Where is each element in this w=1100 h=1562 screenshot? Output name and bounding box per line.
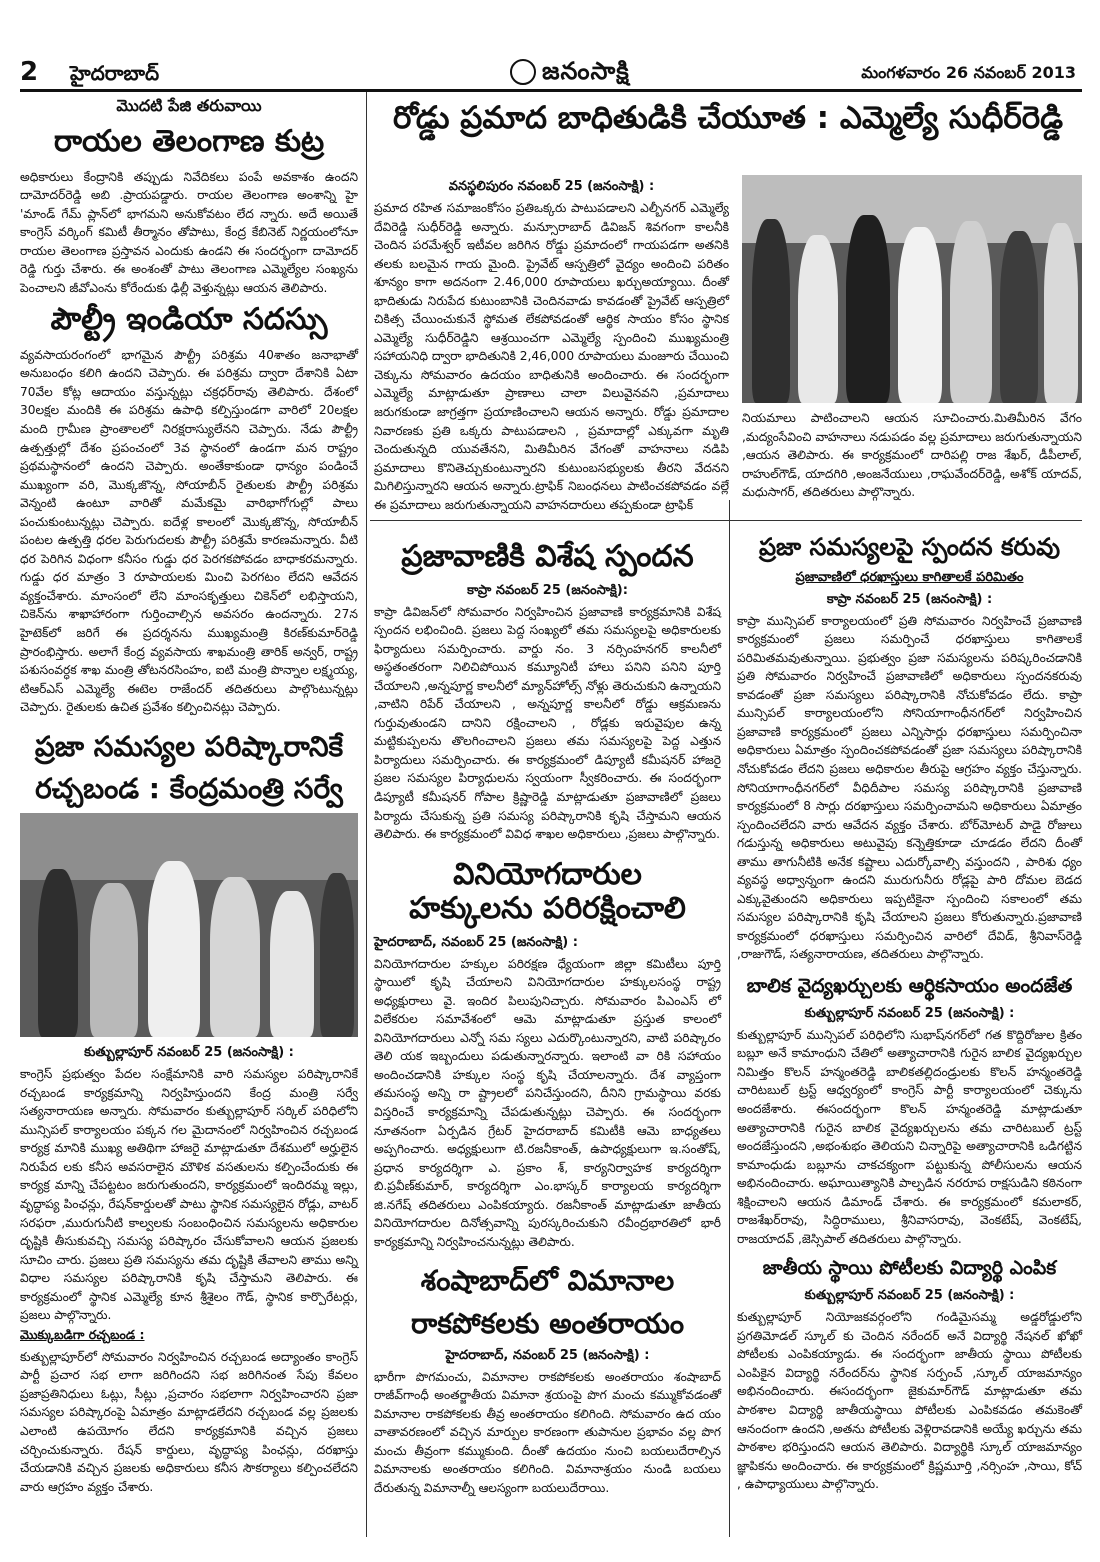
continued-kicker: మొదటి పేజి తరువాయి (116, 96, 262, 115)
story-body: కుత్బుల్లాపూర్ నియోజకవర్గంలోని గండిమైసమ్మ అడ్డరోడ్డులోని ప్రగతిమోడల్ స్కూల్ కు చెందిన నరేందర్ అనే విద్యార్థి నేషనల్ ఖోఖో పోటీలకు ఎంపికయ్యాడు. ఈ సందర్భంగా జాతీయ స్థాయి పోటీలకు ఎంపికైన విద్యార్థి నరేందర్‌ను స్థానిక సర్పంచ్ ,స్కూల్ యాజమాన్యం అభినందించారు. ఈసందర్భంగా జైకుమార్‌గౌడ్ మాట్లాడుతూ తమ పాఠశాల విద్యార్థి జాతీయస్థాయి పోటీలకు ఎంపికవడం తమకెంతో ఆనందంగా ఉందని ,అతను పోటీలకు వెళ్లిరావడానికి అయ్యే ఖర్చును తమ పాఠశాల భరిస్తుందని ఆయన తెలిపారు. విద్యార్థికి స్కూల్ యాజమాన్యం జ్ఞాపికను అందించారు. ఈ కార్యక్రమంలో క్రిష్ణమూర్తి ,నర్సింహ ,సాయి, కోచ్ , ఉపాధ్యాయులు పాల్గొన్నారు. (737, 1310, 1082, 1492)
photo-figure (270, 891, 314, 1037)
story-headline: రాయల తెలంగాణ కుట్ర (53, 124, 325, 159)
headline-line: హక్కులను పరిరక్షించాలి (409, 891, 686, 927)
masthead (20, 55, 1082, 92)
story-body: కుత్బుల్లాపూర్ మున్సిపల్ పరిధిలోని సుభాష్‌నగర్‌లో గత కొద్దిరోజుల క్రితం బబ్లూ అనే కామాంధుని చేతిలో అత్యాచారానికి గురైన బాలిక వైద్యఖర్చుల నిమిత్తం కొలన్ హన్మంతరెడ్డి బాలికతల్లిదండ్రులకు కొలన్ హన్మంతరెడ్డి చారిటబుల్ ట్రస్ట్ ఆధ్వర్యంలో కాంగ్రెస్ పార్టీ కార్యాలయంలో చెక్కును అందజేశారు. ఈసందర్భంగా కొలన్ హన్మంతరెడ్డి మాట్లాడుతూ అత్యాచారానికి గురైన బాలిక వైద్యఖర్చులను తమ చారిటబుల్ ట్రస్ట్ అందజేస్తుందని ,అభంశుభం తెలియని చిన్నారిపై అత్యాచారానికి ఒడిగట్టిన కామాంధుడు బబ్లూను చాకచక్యంగా పట్టుకున్న పోలీసులను ఆయన అభినందించారు. అఘాయిత్యానికి పాల్పడిన నరరూప రాక్షసుడిని కఠినంగా శిక్షించాలని ఆయన డిమాండ్ చేశారు. ఈ కార్యక్రమంలో కమలాకర్, రాజశేఖర్‌రావు, సిద్ధిరాములు, శ్రీనివాసరావు, వెంకటేష్, వెంకటేష్, రాజయాదవ్ ,జెస్సిపాల్ తదితరులు పాల్గొన్నారు. (737, 1027, 1082, 1246)
photo-figure (846, 215, 890, 403)
story-subtitle: ప్రజావాణిలో ధరఖాస్తులు కాగితాలకే పరిమితం (795, 569, 1024, 585)
photo-figure (320, 873, 354, 1037)
story-body: ప్రమాద రహిత సమాజంకోసం ప్రతిఒక్కరు పాటుపడాలని ఎల్బీనగర్ ఎమ్మెల్యే దేవిరెడ్డి సుధీర్‌రెడ్డి అన్నారు. మన్సూరాబాద్ డివిజన్ శివగంగా కాలనీకి చెందిన పరమేశ్వర్ ఇటీవల జరిగిన రోడ్డు ప్రమాదంలో గాయపడగా అతనికి తలకు బలమైన గాయ మైంది. ప్రైవేట్ ఆస్పత్రిలో వైద్యం అందించి పరితం శూన్యం కాగా అదనంగా 2.46,000 రూపాయలు ఖర్చుఅయ్యాయి. దీంతో భాదితుడు నిరుపేద కుటుంబానికి చెందినవాడు కావడంతో ప్రైవేట్ ఆస్పత్రిలో చికిత్స చేయించుకునే స్థోమత లేకపోవడంతో ఆర్థిక సాయం కోసం స్థానిక ఎమ్మెల్యే సుధీర్‌రెడ్డిని ఆశ్రయించగా ఎమ్మెల్యే స్పందించి ముఖ్యమంత్రి సహాయనిధి ద్వారా భాదితునికి 2,46,000 రూపాయలు మంజూరు చేయించి చెక్కును సోమవారం ఉదయం బాధితునికి అందించారు. ఈ సందర్భంగా ఎమ్మెల్యే మాట్లాడుతూ ప్రాణాలు చాలా విలువైనవని ,ప్రమాదాలు జరుగకుండా జాగ్రత్తగా ప్రయాణించాలని ఆయన అన్నారు. రోడ్డు ప్రమాదాల నివారణకు ప్రతి ఒక్కరు పాటుపడాలని , ప్రమాదాల్లో ఎక్కువగా మృతి చెందుతున్నది యువతేనని, మితిమీరిన వేగంతో వాహనాలు నడిపి ప్రమాదాలు కొనితెచ్చుకుంటున్నారని కుటుంబసభ్యులకు తీరని వేదనని మిగిలిస్తున్నారని ఆయన అన్నారు.ట్రాఫిక్ నిబంధనలు పాటించకపోవడం వల్లే ఈ ప్రమాదాలు జరుగుతున్నాయని వాహనదారులు తప్పకుండా ట్రాఫిక్ (374, 201, 729, 512)
column-right (737, 528, 1082, 1562)
dateline: హైదరాబాద్, నవంబర్ 25 (జనంసాక్షి) : (374, 934, 578, 950)
column-rule (366, 92, 367, 1537)
photo-figure (148, 861, 200, 1037)
photo-figure (898, 227, 942, 403)
story-headline: ప్రజా సమస్యలపై స్పందన కరువు (758, 533, 1061, 561)
top-story (374, 95, 1082, 515)
photo-figure (950, 221, 992, 403)
logo-emblem-icon (510, 59, 536, 85)
story-body: వినియోగదారుల హక్కుల పరిరక్షణ ధ్యేయంగా జిల్లా కమిటీలు పూర్తి స్థాయిలో కృషి చేయాలని వినియోగదారుల హక్కులసంస్థ రాష్ట్ర అధ్యక్షురాలు వై. ఇందిర పిలుపునిచ్చారు. సోమవారం పిఎంఎస్ లో విలేకరుల సమావేశంలో ఆమె మాట్లాడుతూ ప్రస్తుత కాలంలో వినియోగదారులు ఎన్నో సమ స్యలు ఎదుర్కొంటున్నారని, వాటి పరిష్కారం తెలి యక ఇబ్బందులు పడుతున్నారన్నారు. ఇలాంటి వా రికి సహాయం అందించడానికి హక్కుల సంస్థ కృషి చేయాలన్నారు. దేశ వ్యాప్తంగా తమసంస్థ అన్ని రా ష్ట్రాలలో పనిచేస్తుందని, దీనిని గ్రామస్థాయి వరకు విస్తరించే కార్యక్రమాన్ని చేపడుతున్నట్లు చెప్పారు. ఈ సందర్భంగా నూతనంగా ఏర్పడిన గ్రేటర్ హైదరాబాద్ కమిటీకి ఆమె బాధ్యతలు అప్పగించారు. అధ్యక్షులుగా టి.రజనీకాంత్, ఉపాధ్యక్షులుగా ఇ.సంతోష్, ప్రధాన కార్యదర్శిగా ఎ. ప్రకాం శ్, కార్యనిర్వాహక కార్యదర్శిగా బి.ప్రవీణ్‌కుమార్, కార్యదర్శిగా ఎం.భాస్కర్ కార్యాలయ కార్యదర్శిగా జి.నగేష్ తదితరులు ఎంపికయ్యారు. రజనీకాంత్ మాట్లాడుతూ జాతీయ వినియోగదారుల దినోత్సవాన్ని పురస్కరించుకుని రవీంద్రభారతిలో భారీ కార్యక్రమాన్ని నిర్వహించనున్నట్లు తెలిపారు. (374, 956, 721, 1249)
headline-line: శంషాబాద్‌లో విమానాల (420, 1264, 675, 1298)
story-subhead: మొక్కుబడిగా రచ్చబండ : (20, 1326, 145, 1342)
photo-figure (1000, 231, 1038, 403)
dateline: హైదరాబాద్, నవంబర్ 25 (జనంసాక్షి) : (445, 1347, 650, 1363)
section-city: హైదరాబాద్ (70, 61, 160, 85)
story-headline (374, 1265, 721, 1339)
dateline: వనస్థలిపురం నవంబర్ 25 (జనంసాక్షి) : (448, 179, 655, 194)
dateline: కుత్బుల్లాపూర్ నవంబర్ 25 (జనంసాక్షి) : (804, 1288, 1015, 1304)
column-left (20, 92, 358, 1562)
photo-figure (210, 877, 260, 1037)
photo-figure (752, 219, 790, 403)
story-headline: పౌల్ట్రీ ఇండియా సదస్సు (50, 302, 328, 338)
headline-line: వినియోగదారుల (453, 856, 642, 892)
column-rule (729, 500, 730, 1537)
cheque-handover-photo (742, 175, 1082, 403)
story-headline: జాతీయ స్థాయి పోటీలకు విద్యార్థి ఎంపిక (762, 1257, 1057, 1280)
dateline: కుత్బుల్లాపూర్ నవంబర్ 25 (జనంసాక్షి) : (804, 1005, 1015, 1021)
photo-figure (90, 883, 138, 1037)
dateline: కాప్రా నవంబర్ 25 (జనంసాక్షి): (467, 582, 628, 598)
rachabanda-photo (20, 813, 358, 1037)
page-number: 2 (20, 57, 39, 87)
story-body: కాంగ్రెస్ ప్రభుత్వం పేదల సంక్షేమానికి వారి సమస్యల పరిష్కారానికే రచ్చబండ కార్యక్రమాన్ని నిర్వహిస్తుందని కేంద్ర మంత్రి సర్వే సత్యనారాయణ అన్నారు. సోమవారం కుత్బుల్లాపూర్ సర్కిల్ పరిధిలోని మున్సిపల్ కార్యాలయం పక్కన గల మైదానంలో నిర్వహించిన రచ్చబండ కార్యక్ర మానికి ముఖ్య అతిథిగా హాజరై మాట్లాడుతూ దేశములో అర్హులైన నిరుపేద లకు కనీస అవసరాలైన మౌళిక వసతులను కల్పించేందుకు ఈ కార్యక్ర మాన్ని చేపట్టటం జరుగుతుందని, కార్యక్రమంలో ఇందిరమ్మ ఇల్లు, వృద్ధాప్య పింఛన్లు, రేషన్‌కార్డులతో పాటు స్థానిక సమస్యలైన రోడ్లు, వాటర్ సరఫరా ,మురుగునీటి కాల్వలకు సంబంధించిన సమస్యలను అధికారుల దృష్టికి తీసుకువచ్చి సమస్య పరిష్కారం చేసుకోవాలని ఆయన ప్రజలకు సూచిం చారు. ప్రజలు ప్రతి సమస్యను తమ దృష్టికి తేవాలని తాము అన్ని విధాల సమస్యల పరిష్కారానికి కృషి చేస్తామని తెలిపారు. ఈ కార్యక్రమంలో స్థానిక ఎమ్మెల్యే కూన శ్రీశైలం గౌడ్, స్థానిక కార్పొరేటర్లు, ప్రజలు పాల్గొన్నారు. (20, 1067, 358, 1323)
story-headline: బాలిక వైద్యఖర్చులకు ఆర్థికసాయం అందజేత (746, 974, 1073, 997)
headline-line: ప్రజా సమస్యల పరిష్కారానికే (34, 729, 344, 763)
photo-figure (798, 235, 838, 403)
column-middle (374, 528, 721, 1562)
headline-line: రచ్చబండ : కేంద్రమంత్రి సర్వే (35, 771, 343, 805)
issue-date: మంగళవారం 26 నవంబర్ 2013 (861, 63, 1076, 82)
story-body: వ్యవసాయరంగంలో భాగమైన పౌల్ట్రీ పరిశ్రమ 40శాతం జనాభాతో అనుబంధం కలిగి ఉందని చెప్పారు. ఈ పరిశ్రమ ద్వారా దేశానికి ఏటా 70వేల కోట్ల ఆదాయం వస్తున్నట్లు చక్రధర్‌రావు తెలిపారు. దేశంలో 30లక్షల మందికి ఈ పరిశ్రమ ఉపాధి కల్పిస్తుండగా వారిలో 20లక్షల మంది గ్రామీణ ప్రాంతాలలో నిరక్షరాస్యులేనని చెప్పారు. నేడు పౌల్ట్రీ ఉత్పత్తుల్లో దేశం ప్రపంచంలో 3వ స్థానంలో ఉండగా మన రాష్ట్రం ప్రథమస్థానంలో ఉందని చెప్పారు. అంతేకాకుండా ధాన్యం పండించే ముఖ్యంగా వరి, మొక్కజొన్న, సోయాబీన్ రైతులకు పౌల్ట్రీ పరిశ్రమ వెన్నంటి ఉంటూ వారితో మమేకమై వారిభాగోగుల్లో పాలు పంచుకుంటున్నట్లు చెప్పారు. ఐదేళ్ల కాలంలో మొక్కజొన్న, సోయాబీన్ పంటల ఉత్పత్తి ధరల పెరుగుదలకు పౌల్ట్రీ పరిశ్రమే కారణమన్నారు. వీటి ధర పెరిగిన విధంగా కనీసం గుడ్డు ధర పెరగకపోవడం బాధాకరమన్నారు. గుడ్డు ధర మాత్రం 3 రూపాయలకు మించి పెరగటం లేదని ఆవేదన వ్యక్తంచేశారు. మాంసంలో లేని మాంసకృత్తులు చికెన్‌లో లభిస్తాయని, చికెన్‌ను శాఖాహారంగా గుర్తించాల్సిన అవసరం ఉందన్నారు. 27న హైటెక్‌లో జరిగే ఈ ప్రదర్శనను ముఖ్యమంత్రి కిరణ్‌కుమార్‌రెడ్డి ప్రారంభిస్తారు. అలాగే కేంద్ర వ్యవసాయ శాఖమంత్రి తారిక్ అన్వర్, రాష్ట్ర పశుసంవర్ధక శాఖ మంత్రి తోటనరసింహం, ఐటి మంత్రి పొన్నాల లక్ష్మయ్య, టిఆర్ఎస్ ఎమ్మెల్యే ఈటెల రాజేందర్ తదితరులు పాల్గొంటున్నట్లు చెప్పారు. రైతులకు ఉచిత ప్రవేశం కల్పించినట్లు చెప్పారు. (20, 347, 358, 715)
section-divider (370, 520, 1082, 521)
story-headline (374, 858, 721, 927)
story-headline (20, 731, 358, 805)
story-body: కాప్రా మున్సిపల్ కార్యాలయంలో ప్రతి సోమవారం నిర్వహించే ప్రజావాణి కార్యక్రమంలో ప్రజలు సమర్పించే ధరఖాస్తులు కాగితాలకే పరిమితమవుతున్నాయి. ప్రభుత్వం ప్రజా సమస్యలను పరిష్కరించడానికి ప్రతి సోమవారం నిర్వహించే ప్రజావాణిలో అధికారులు స్పందనకరువు కావడంతో ప్రజా సమస్యలు పరిష్కారానికి నోచుకోవడం లేదు. కాప్రా మున్సిపల్ కార్యాలయంలోని సోనియాగాంధీనగర్‌లో నిర్వహించిన ప్రజావాణి కార్యక్రమంలో ప్రజలు ఎన్నిసార్లు ధరఖాస్తులు సమర్పించినా అధికారులు ఏమాత్రం స్పందించకపోవడంతో ప్రజా సమస్యలు పరిష్కారానికి నోచుకోవడం లేదని ప్రజలు అధికారుల తీరుపై ఆగ్రహం వ్యక్తం చేస్తున్నారు. సోనియాగాంధీనగర్‌లో వీధిదీపాల సమస్య పరిష్కారానికి ప్రజావాణి కార్యక్రమంలో 8 సార్లు దరఖాస్తులు సమర్పించామని అధికారులు ఏమాత్రం స్పందించలేదని వారు ఆవేదన వ్యక్తం చేశారు. బోర్‌మోటర్ పాడై రోజులు గడుస్తున్న అధికారులు అటువైపు కన్నెత్తికూడా చూడడం లేదని దీంతో తాము తాగునీటికి అనేక కష్టాలు ఎదుర్కోవాల్సి వస్తుందని , పారిశు ధ్యం వ్యవస్థ అధ్వాన్నంగా ఉందని మురుగునీరు రోడ్లపై పారి దోమల బెడద ఎక్కువైతుందని అధికారులు ఇప్పటికైనా స్పందించి సకాలంలో తమ సమస్యల పరిష్కారానికి కృషి చేయాలని ప్రజలు కోరుతున్నారు.ప్రజావాణి కార్యక్రమంలో ధరఖాస్తులు సమర్పించిన వారిలో దేవిడ్, శ్రీనివాస్‌రెడ్డి ,రాజుగౌడ్, సత్యనారాయణ, తదితరులు పాల్గొన్నారు. (737, 613, 1082, 962)
story-body: అధికారులు కేంద్రానికి తప్పుడు నివేదికలు పంపే అవకాశం ఉందని దామోదర్‌రెడ్డి అబి .ప్రాయపడ్డారు. రాయల తెలంగాణ అంశాన్ని హై 'మాండ్ గేమ్ ప్లాన్‌లో భాగమని అనుకోవటం లేద న్నారు. అదే అయితే కాంగ్రెస్ వర్కింగ్ కమిటీ తీర్మానం తోపాటు, కేంద్ర కేబినెట్ నిర్ణయంలోనూ రాయల తెలంగాణ ప్రస్తావన ఎందుకు ఉండని ఈ సందర్భంగా దామోదర్ రెడ్డి గుర్తు చేశారు. ఈ అంశంతో పాటు తెలంగాణ ఎమ్మెల్యేల సంఖ్యను పెంచాలని జీవోఎంను కోరేందుకు ఢిల్లీ వెళ్తున్నట్లు ఆయన తెలిపారు. (20, 169, 358, 295)
story-headline: రోడ్డు ప్రమాద బాధితుడికి చేయూత : ఎమ్మెల్యే సుధీర్‌రెడ్డి (392, 100, 1064, 136)
story-headline: ప్రజావాణికి విశేష స్పందన (401, 539, 694, 574)
logo-text: జనంసాక్షి (542, 57, 630, 85)
story-body: భారీగా పొగమంచు, విమానాల రాకపోకలకు అంతరాయం శంషాబాద్ రాజీవ్‌గాంధీ అంతర్జాతీయ విమానా శ్రయంపై పొగ మంచు కమ్ముకోవడంతో విమానాల రాకపోకలకు తీవ్ర అంతరాయం కలిగింది. సోమవారం ఉద యం వాతావరణంలో వచ్చిన మార్పుల కారణంగా తుపానుల ప్రభావం వల్ల పొగ మంచు తీవ్రంగా కమ్ముకుంది. దీంతో ఉదయం నుంచి బయలుదేరాల్సిన విమానాలకు అంతరాయం కలిగింది. విమానాశ్రయం నుండి బయలు దేరుతున్న విమానాల్నీ ఆలస్యంగా బయలుదేరాయి. (374, 1369, 721, 1496)
dateline: కాప్రా నవంబర్ 25 (జనంసాక్షి) : (826, 591, 993, 607)
dateline: కుత్బుల్లాపూర్ నవంబర్ 25 (జనంసాక్షి) : (84, 1045, 294, 1061)
newspaper-logo (510, 57, 630, 91)
story-body: కాప్రా డివిజన్‌లో సోమవారం నిర్వహించిన ప్రజావాణి కార్యక్రమానికి విశేష స్పందన లభించింది. ప్రజలు పెద్ద సంఖ్యలో తమ సమస్యలపై అధికారులకు ఫిర్యాదులు సమర్పించారు. వార్డు నం. 3 నర్సింహనగర్ కాలనీలో అస్థతంతరంగా నిలిచిపోయిన కమ్యూనిటీ హాలు పనిని పనిని పూర్తి చేయాలని ,అన్నపూర్ణ కాలనీలో మ్యాన్‌హోల్స్ నోళ్లు తెరుచుకుని ఉన్నాయని ,వాటిని రిపేర్ చేయాలని , అన్నపూర్ణ కాలనీలో రోడ్డు ఆక్రమణను గుర్తువుతుండని దానిని రక్షించాలని , రోడ్లకు ఇరువైపుల ఉన్న మట్టికుప్పలను తొలగించాలని ప్రజలు తమ సమస్యలపై పెద్ద ఎత్తున పిర్యాదులు సమర్పించారు. ఈ కార్యక్రమంలో డిప్యూటీ కమీషనర్ హాజరై ప్రజల సమస్యల పిర్యాధులను స్వయంగా స్వీకరించారు. ఈ సందర్భంగా డిప్యూటీ కమీషనర్ గోపాల క్రిష్ణారెడ్డి మాట్లాడుతూ ప్రజావాణిలో ప్రజలు పిర్యాదు చేసుకున్న ప్రతి సమస్య పరిష్కారానికి కృషి చేస్తామని ఆయన తెలిపారు. ఈ కార్యక్రమంలో వివిధ శాఖల అధికారులు ,ప్రజలు పాల్గొన్నారు. (374, 604, 721, 842)
headline-line: రాకపోకలకు అంతరాయం (410, 1306, 685, 1340)
photo-figure (38, 869, 78, 1037)
story-body: కుత్బుల్లాపూర్‌లో సోమవారం నిర్వహించిన రచ్చబండ అద్యాంతం కాంగ్రెస్ పార్టీ ప్రచార సభ లాగా జరిగిందని సభ జరిగినంత సేపు కేవలం ప్రజాప్రతినిధులు ఓట్లు, సీట్లు ,ప్రచారం సభలాగా నిర్వహించారని ప్రజా సమస్యల పరిష్కారంపై ఏమాత్రం మాట్లాడలేదని రచ్చబండ వల్ల ప్రజలకు ఎలాంటి ఉపయోగం లేదని కార్యక్రమానికి వచ్చిన ప్రజలు చర్చించుకున్నారు. రేషన్ కార్డులు, వృద్ధాప్య పింఛన్లు, దరఖాస్తు చేయడానికి వచ్చిన ప్రజలకు అధికారులు కనీస సౌకర్యాలు కల్పించలేదని వారు ఆగ్రహం వ్యక్తం చేశారు. (20, 1349, 358, 1494)
photo-figure (1044, 223, 1078, 403)
story-body: నియమాలు పాటించాలని ఆయన సూచించారు.మితిమీరిన వేగం ,మద్యంసేవించి వాహనాలు నడుపడం వల్ల ప్రమాదాలు జరుగుతున్నాయని ,ఆయన తెలిపారు. ఈ కార్యక్రమంలో దారిపల్లి రాజ శేఖర్, డీపీలాల్, రాహుల్‌గౌడ్, యాదగిరి ,అంజనేయులు ,రాఘవేందర్‌రెడ్డి, అశోక్ యాదవ్, మధుసాగర్, తదితరులు పాల్గొన్నారు. (742, 411, 1082, 500)
